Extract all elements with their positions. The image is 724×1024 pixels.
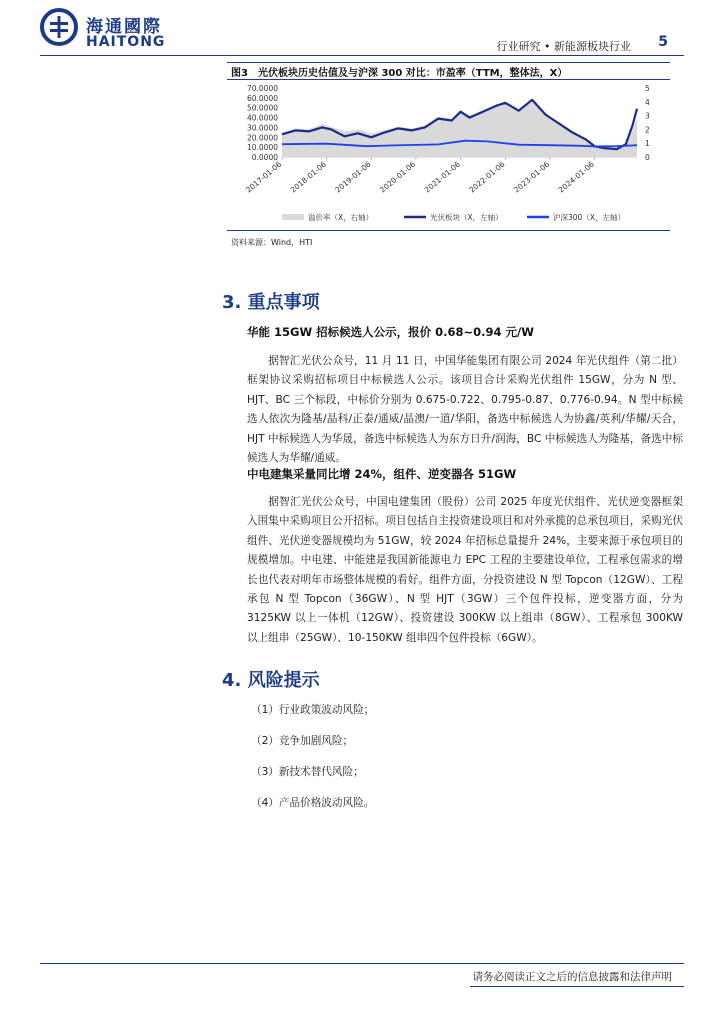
x-axis-tick-label: 2017-01-06 — [244, 159, 284, 195]
legend-label: 溢价率（X，右轴） — [308, 213, 374, 222]
x-axis-tick-label: 2022-01-06 — [467, 159, 507, 195]
premium-rate-area — [282, 100, 637, 157]
header-divider — [40, 55, 684, 56]
x-axis-tick-label: 2019-01-06 — [333, 159, 373, 195]
figure-bottom-divider — [227, 230, 670, 231]
right-axis-tick-label: 3 — [645, 111, 650, 121]
section-3-heading: 3. 重点事项 — [222, 292, 320, 313]
item2-title: 中电建集采量同比增 24%，组件、逆变器各 51GW — [247, 467, 517, 481]
right-axis-tick-label: 5 — [645, 84, 650, 93]
left-axis-tick-label: 0.0000 — [251, 153, 278, 162]
risk-item: （1）行业政策波动风险； — [251, 704, 375, 716]
left-axis-tick-label: 40.0000 — [246, 113, 278, 123]
left-axis-tick-label: 60.0000 — [246, 93, 278, 103]
item1-body: 据智汇光伏公众号，11 月 11 日，中国华能集团有限公司 2024 年光伏组件（第二批）框架协议采购招标项目中标候选人公示。该项目合计采购光伏组件 15GW，分为 N 型、HJT、BC 三个标段，中标价分别为 0.675-0.722、0.795-0.87、0.776-0.94。N 型中标候选人依次为隆基/晶科/正泰/通威/晶澳/一道/华阳，备选中标候选人为协鑫/英利/华耀/天合，HJT 中标候选人为华晟，备选中标候选人为东方日升/润海，BC 中标候选人为隆基，备选中标候选人为华耀/通威。 — [247, 355, 683, 465]
x-axis-tick-label: 2023-01-06 — [512, 159, 552, 195]
figure-title: 图3 光伏板块历史估值及与沪深 300 对比：市盈率（TTM，整体法，X） — [231, 68, 568, 79]
item1-title: 华能 15GW 招标候选人公示，报价 0.68~0.94 元/W — [247, 325, 534, 339]
x-axis-tick-label: 2020-01-06 — [378, 159, 418, 195]
legend-label: 沪深300（X，左轴） — [553, 213, 625, 222]
right-axis-tick-label: 2 — [645, 125, 650, 135]
left-axis-tick-label: 70.0000 — [246, 84, 278, 93]
x-axis-tick-label: 2024-01-06 — [556, 159, 596, 195]
right-axis-tick-label: 4 — [645, 97, 650, 107]
legend-swatch-premium — [282, 214, 304, 220]
x-axis-tick-label: 2021-01-06 — [422, 159, 462, 195]
footer-divider — [40, 963, 684, 964]
footer-underline — [470, 986, 684, 987]
right-axis-tick-label: 0 — [645, 153, 650, 162]
legal-notice: 请务必阅读正文之后的信息披露和法律声明 — [472, 971, 672, 983]
logo-english-name: HAITONG — [86, 34, 166, 50]
risk-item: （3）新技术替代风险； — [251, 766, 364, 778]
left-axis-tick-label: 10.0000 — [246, 143, 278, 153]
legend-label: 光伏板块（X，左轴） — [430, 213, 503, 222]
left-axis-tick-label: 50.0000 — [246, 103, 278, 113]
report-category: 行业研究 • 新能源板块行业 — [496, 40, 631, 53]
figure-source: 资料来源：Wind，HTI — [231, 238, 313, 247]
section-4-heading: 4. 风险提示 — [222, 670, 320, 691]
left-axis-tick-label: 30.0000 — [246, 123, 278, 133]
haitong-logo-icon — [40, 8, 78, 46]
figure-title-bar — [227, 62, 670, 80]
risk-item: （4）产品价格波动风险。 — [251, 797, 375, 809]
x-axis-tick-label: 2018-01-06 — [288, 159, 328, 195]
risk-item: （2）竞争加剧风险； — [251, 735, 354, 747]
right-axis-tick-label: 1 — [645, 139, 650, 149]
haitong-logo — [40, 8, 190, 50]
left-axis-tick-label: 20.0000 — [246, 133, 278, 143]
item2-body: 据智汇光伏公众号，中国电建集团（股份）公司 2025 年度光伏组件、光伏逆变器框架入围集中采购项目公开招标。项目包括自主投资建设项目和对外承揽的总承包项目，采购光伏组件、光伏逆变器规模均为 51GW，较 2024 年招标总量提升 24%，主要来源于承包项目的规模增加。中电建、中能建是我国新能源电力 EPC 工程的主要建设单位，工程承包需求的增长也代表对明年市场整体规模的看好。组件方面，分投资建设 N 型 Topcon（12GW）、工程承包 N 型 Topcon（36GW）、N 型 HJT（3GW）三个包件投标，逆变器方面，分为 3125KW 以上一体机（12GW）、投资建设 300KW 以上组串（8GW）、工程承包 300KW 以上组串（25GW）、10-150KW 组串四个包件投标（6GW）。 — [247, 496, 683, 644]
logo-chinese-name: 海通國際 — [86, 17, 162, 37]
page-number: 5 — [658, 34, 668, 50]
pe-ratio-chart — [227, 80, 670, 240]
